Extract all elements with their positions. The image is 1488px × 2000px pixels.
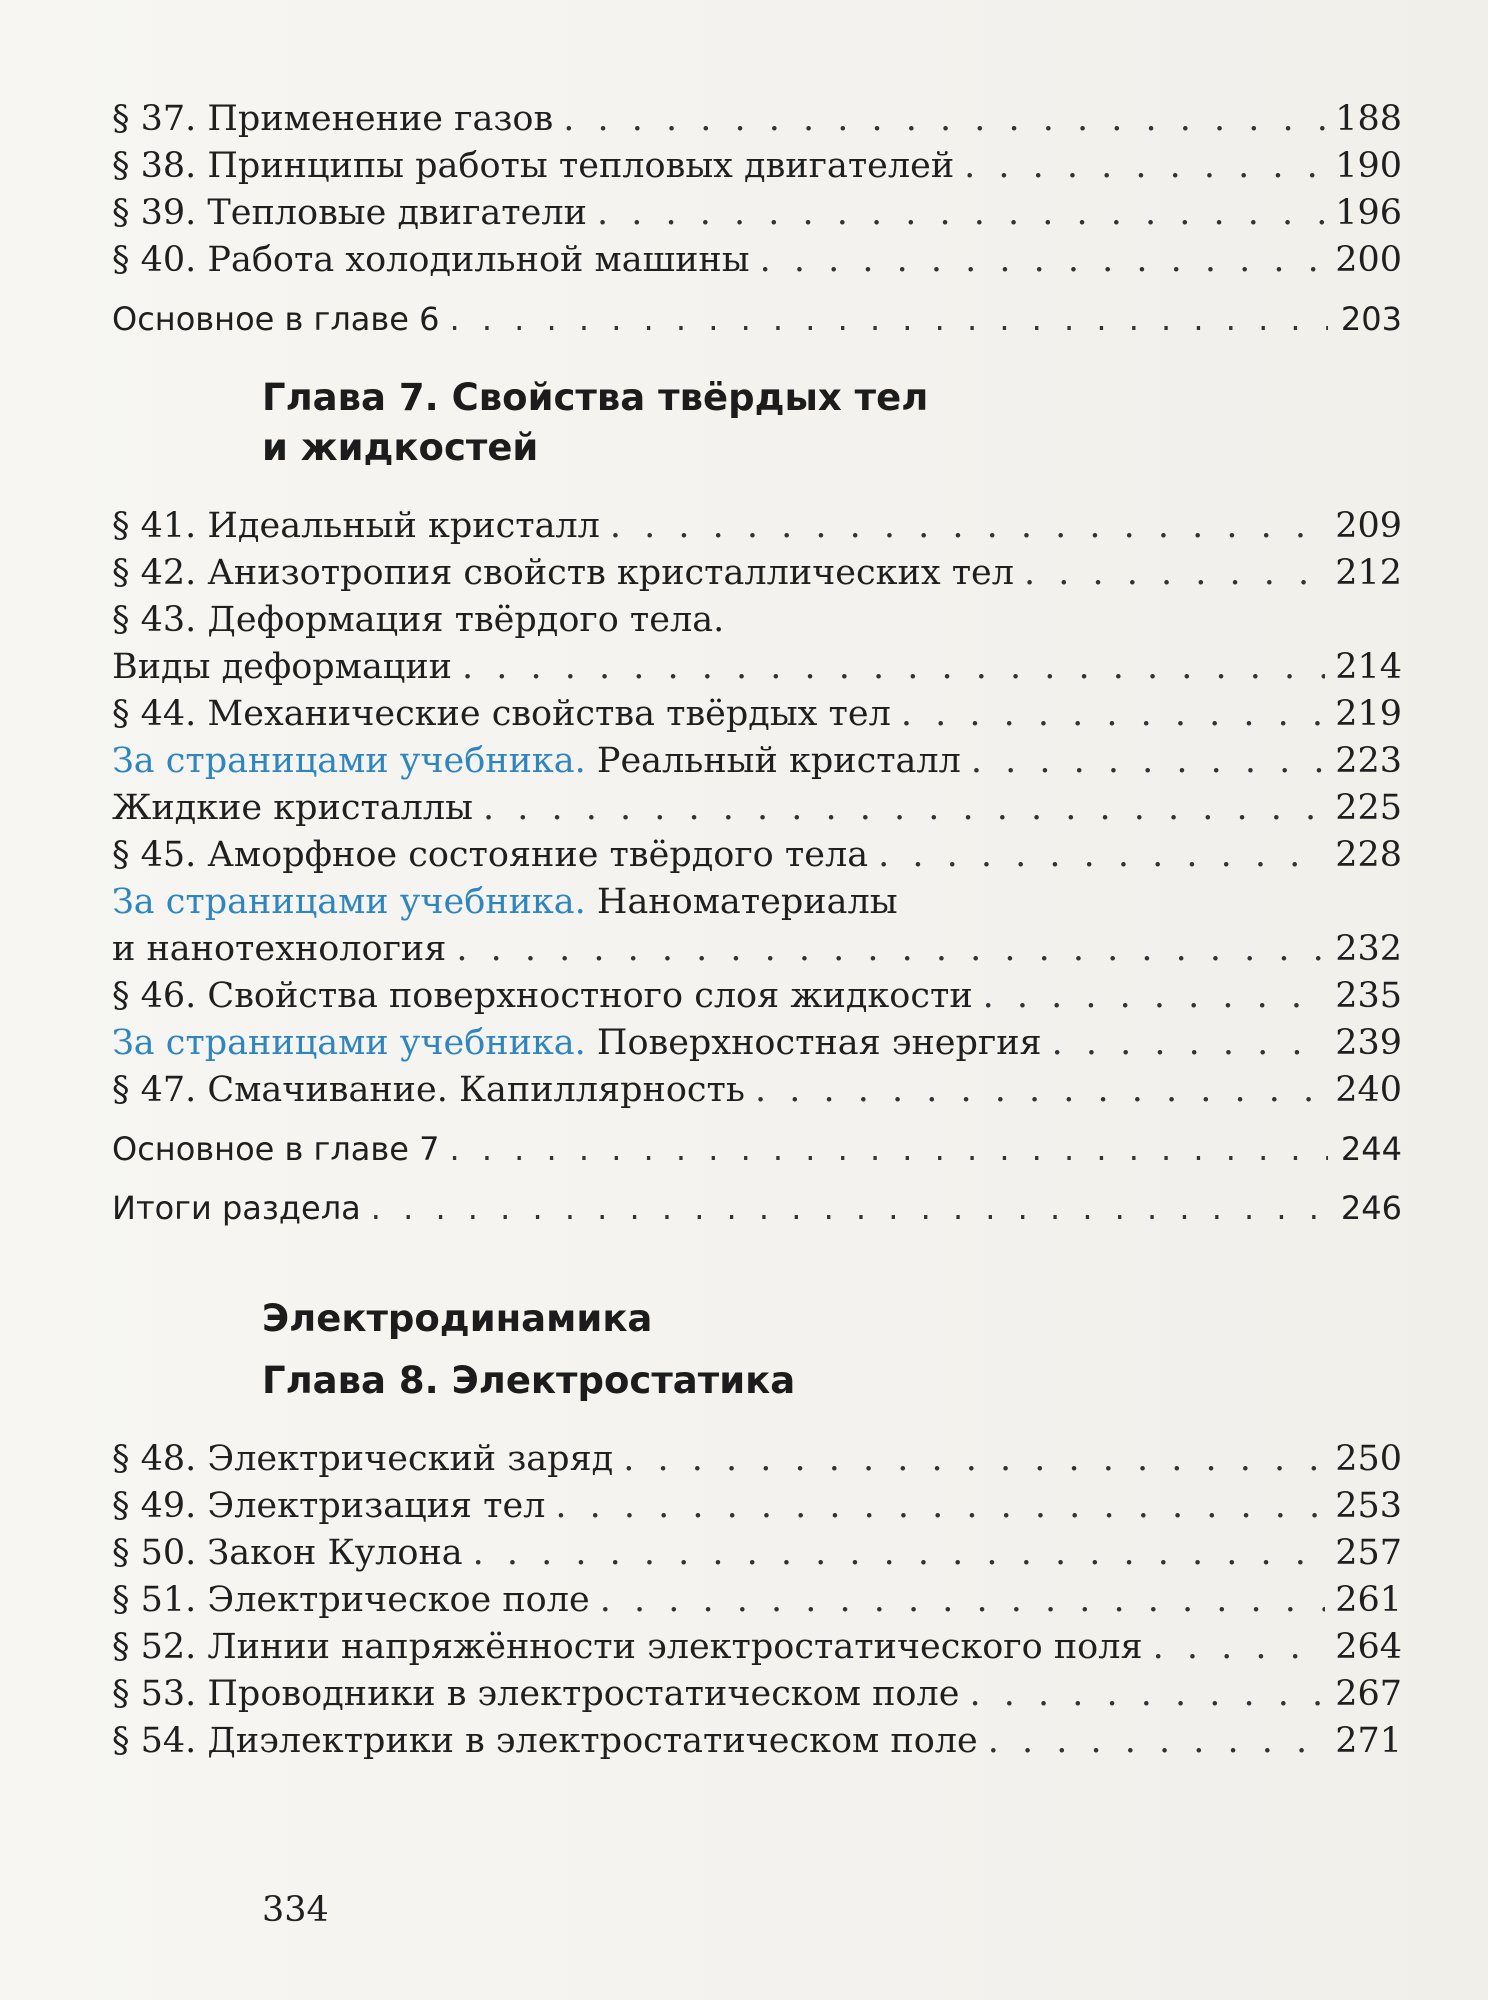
toc-entry bbox=[112, 879, 1402, 926]
leader-dots bbox=[901, 691, 1325, 738]
leader-dots bbox=[449, 1126, 1328, 1173]
section-results-entry bbox=[112, 1185, 1402, 1232]
toc-entry bbox=[112, 1483, 1402, 1530]
toc-entry-page: 253 bbox=[1335, 1486, 1402, 1526]
leader-dots bbox=[473, 1530, 1326, 1577]
toc-entry-page: 196 bbox=[1335, 193, 1402, 233]
leader-dots bbox=[760, 237, 1326, 284]
chapter-heading-line: и жидкостей bbox=[262, 426, 539, 469]
toc-entry-page: 219 bbox=[1335, 694, 1402, 734]
toc-entry bbox=[112, 1671, 1402, 1718]
toc-entry-title: § 46. Свойства поверхностного слоя жидкости bbox=[112, 976, 973, 1016]
leader-dots bbox=[1052, 1020, 1326, 1067]
toc-entry-title: § 43. Деформация твёрдого тела. bbox=[112, 600, 725, 640]
toc-entry-title: § 49. Электризация тел bbox=[112, 1486, 546, 1526]
toc-entry bbox=[112, 550, 1402, 597]
toc-entry bbox=[112, 143, 1402, 190]
chapter-heading-line: Глава 7. Свойства твёрдых тел bbox=[262, 376, 929, 419]
leader-dots bbox=[964, 143, 1325, 190]
toc-entry-title: Поверхностная энергия bbox=[585, 1023, 1042, 1063]
toc-entry-page: 271 bbox=[1335, 1721, 1402, 1761]
toc-entry-title: § 41. Идеальный кристалл bbox=[112, 506, 600, 546]
toc-entry bbox=[112, 691, 1402, 738]
leader-dots bbox=[971, 738, 1325, 785]
toc-entry-page: 239 bbox=[1335, 1023, 1402, 1063]
toc-entry-title: § 51. Электрическое поле bbox=[112, 1580, 590, 1620]
toc-entry bbox=[112, 832, 1402, 879]
toc-entry-page: 212 bbox=[1335, 553, 1402, 593]
leader-dots bbox=[462, 644, 1325, 691]
leader-dots bbox=[371, 1185, 1328, 1232]
toc-entry bbox=[112, 738, 1402, 785]
chapter-heading: Глава 8. Электростатика bbox=[262, 1359, 796, 1402]
chapter-heading bbox=[112, 373, 1402, 473]
toc-entry-page: 223 bbox=[1335, 741, 1402, 781]
leader-dots bbox=[988, 1718, 1325, 1765]
toc-entry-page: 244 bbox=[1340, 1130, 1402, 1168]
toc-entry-page: 232 bbox=[1335, 929, 1402, 969]
toc-entry-title: Основное в главе 7 bbox=[112, 1130, 440, 1168]
toc-entry-title: § 37. Применение газов bbox=[112, 99, 554, 139]
leader-dots bbox=[878, 832, 1325, 879]
toc-entry-page: 188 bbox=[1335, 99, 1402, 139]
toc-entry-page: 209 bbox=[1335, 506, 1402, 546]
leader-dots bbox=[456, 926, 1325, 973]
chapter-summary-entry bbox=[112, 296, 1402, 343]
toc-entry bbox=[112, 1718, 1402, 1765]
toc-entry-page: 190 bbox=[1335, 146, 1402, 186]
toc-entry-page: 225 bbox=[1335, 788, 1402, 828]
leader-dots bbox=[449, 296, 1328, 343]
toc-entry bbox=[112, 1020, 1402, 1067]
supplement-label: За страницами учебника. bbox=[112, 1023, 586, 1063]
toc-entry-title: § 42. Анизотропия свойств кристаллических тел bbox=[112, 553, 1015, 593]
toc-entry-page: 200 bbox=[1335, 240, 1402, 280]
toc-entry-title: § 39. Тепловые двигатели bbox=[112, 193, 587, 233]
toc-entry bbox=[112, 597, 1402, 644]
toc-entry-title: Виды деформации bbox=[112, 647, 452, 687]
toc-entry-title: § 38. Принципы работы тепловых двигателей bbox=[112, 146, 955, 186]
toc-entry-title: § 44. Механические свойства твёрдых тел bbox=[112, 694, 891, 734]
toc-entry bbox=[112, 96, 1402, 143]
toc-entry-page: 214 bbox=[1335, 647, 1402, 687]
leader-dots bbox=[1153, 1624, 1326, 1671]
toc-entry bbox=[112, 1530, 1402, 1577]
toc-entry bbox=[112, 973, 1402, 1020]
toc-entry-page: 203 bbox=[1340, 300, 1402, 338]
leader-dots bbox=[555, 1483, 1325, 1530]
toc-entry-page: 246 bbox=[1340, 1189, 1402, 1227]
toc-entry bbox=[112, 1067, 1402, 1114]
toc-entry-title: § 40. Работа холодильной машины bbox=[112, 240, 750, 280]
toc-entry bbox=[112, 644, 1402, 691]
section-heading: Электродинамика bbox=[262, 1297, 653, 1340]
toc-entry-title: Итоги раздела bbox=[112, 1189, 361, 1227]
toc-entry-title: § 45. Аморфное состояние твёрдого тела bbox=[112, 835, 869, 875]
toc-entry-page: 264 bbox=[1335, 1627, 1402, 1667]
toc-entry bbox=[112, 503, 1402, 550]
leader-dots bbox=[623, 1436, 1325, 1483]
page-number: 334 bbox=[262, 1890, 329, 1930]
toc-entry-title: § 48. Электрический заряд bbox=[112, 1439, 614, 1479]
toc-entry bbox=[112, 190, 1402, 237]
leader-dots bbox=[610, 503, 1325, 550]
toc-entry bbox=[112, 926, 1402, 973]
leader-dots bbox=[597, 190, 1325, 237]
toc-entry-page: 240 bbox=[1335, 1070, 1402, 1110]
toc-entry-title: § 54. Диэлектрики в электростатическом поле bbox=[112, 1721, 978, 1761]
table-of-contents bbox=[112, 96, 1402, 1765]
toc-entry-title: § 52. Линии напряжённости электростатического поля bbox=[112, 1627, 1143, 1667]
leader-dots bbox=[600, 1577, 1325, 1624]
toc-entry-page: 250 bbox=[1335, 1439, 1402, 1479]
toc-entry bbox=[112, 237, 1402, 284]
toc-entry-title: § 47. Смачивание. Капиллярность bbox=[112, 1070, 745, 1110]
toc-entry bbox=[112, 1577, 1402, 1624]
toc-entry-page: 235 bbox=[1335, 976, 1402, 1016]
leader-dots bbox=[983, 973, 1326, 1020]
toc-entry bbox=[112, 785, 1402, 832]
toc-entry-page: 257 bbox=[1335, 1533, 1402, 1573]
leader-dots bbox=[755, 1067, 1325, 1114]
toc-entry-title: § 50. Закон Кулона bbox=[112, 1533, 463, 1573]
leader-dots bbox=[563, 96, 1325, 143]
leader-dots bbox=[969, 1671, 1325, 1718]
supplement-label: За страницами учебника. bbox=[112, 741, 586, 781]
toc-entry bbox=[112, 1436, 1402, 1483]
chapter-summary-entry bbox=[112, 1126, 1402, 1173]
leader-dots bbox=[483, 785, 1325, 832]
toc-entry bbox=[112, 1624, 1402, 1671]
toc-entry-title: Наноматериалы bbox=[585, 882, 898, 922]
toc-entry-title: Реальный кристалл bbox=[585, 741, 961, 781]
supplement-label: За страницами учебника. bbox=[112, 882, 586, 922]
toc-entry-title: Основное в главе 6 bbox=[112, 300, 440, 338]
toc-entry-page: 267 bbox=[1335, 1674, 1402, 1714]
toc-entry-title: Жидкие кристаллы bbox=[112, 788, 474, 828]
toc-entry-page: 228 bbox=[1335, 835, 1402, 875]
toc-entry-title: и нанотехнология bbox=[112, 929, 447, 969]
toc-entry-page: 261 bbox=[1335, 1580, 1402, 1620]
toc-entry-title: § 53. Проводники в электростатическом поле bbox=[112, 1674, 960, 1714]
leader-dots bbox=[1024, 550, 1325, 597]
